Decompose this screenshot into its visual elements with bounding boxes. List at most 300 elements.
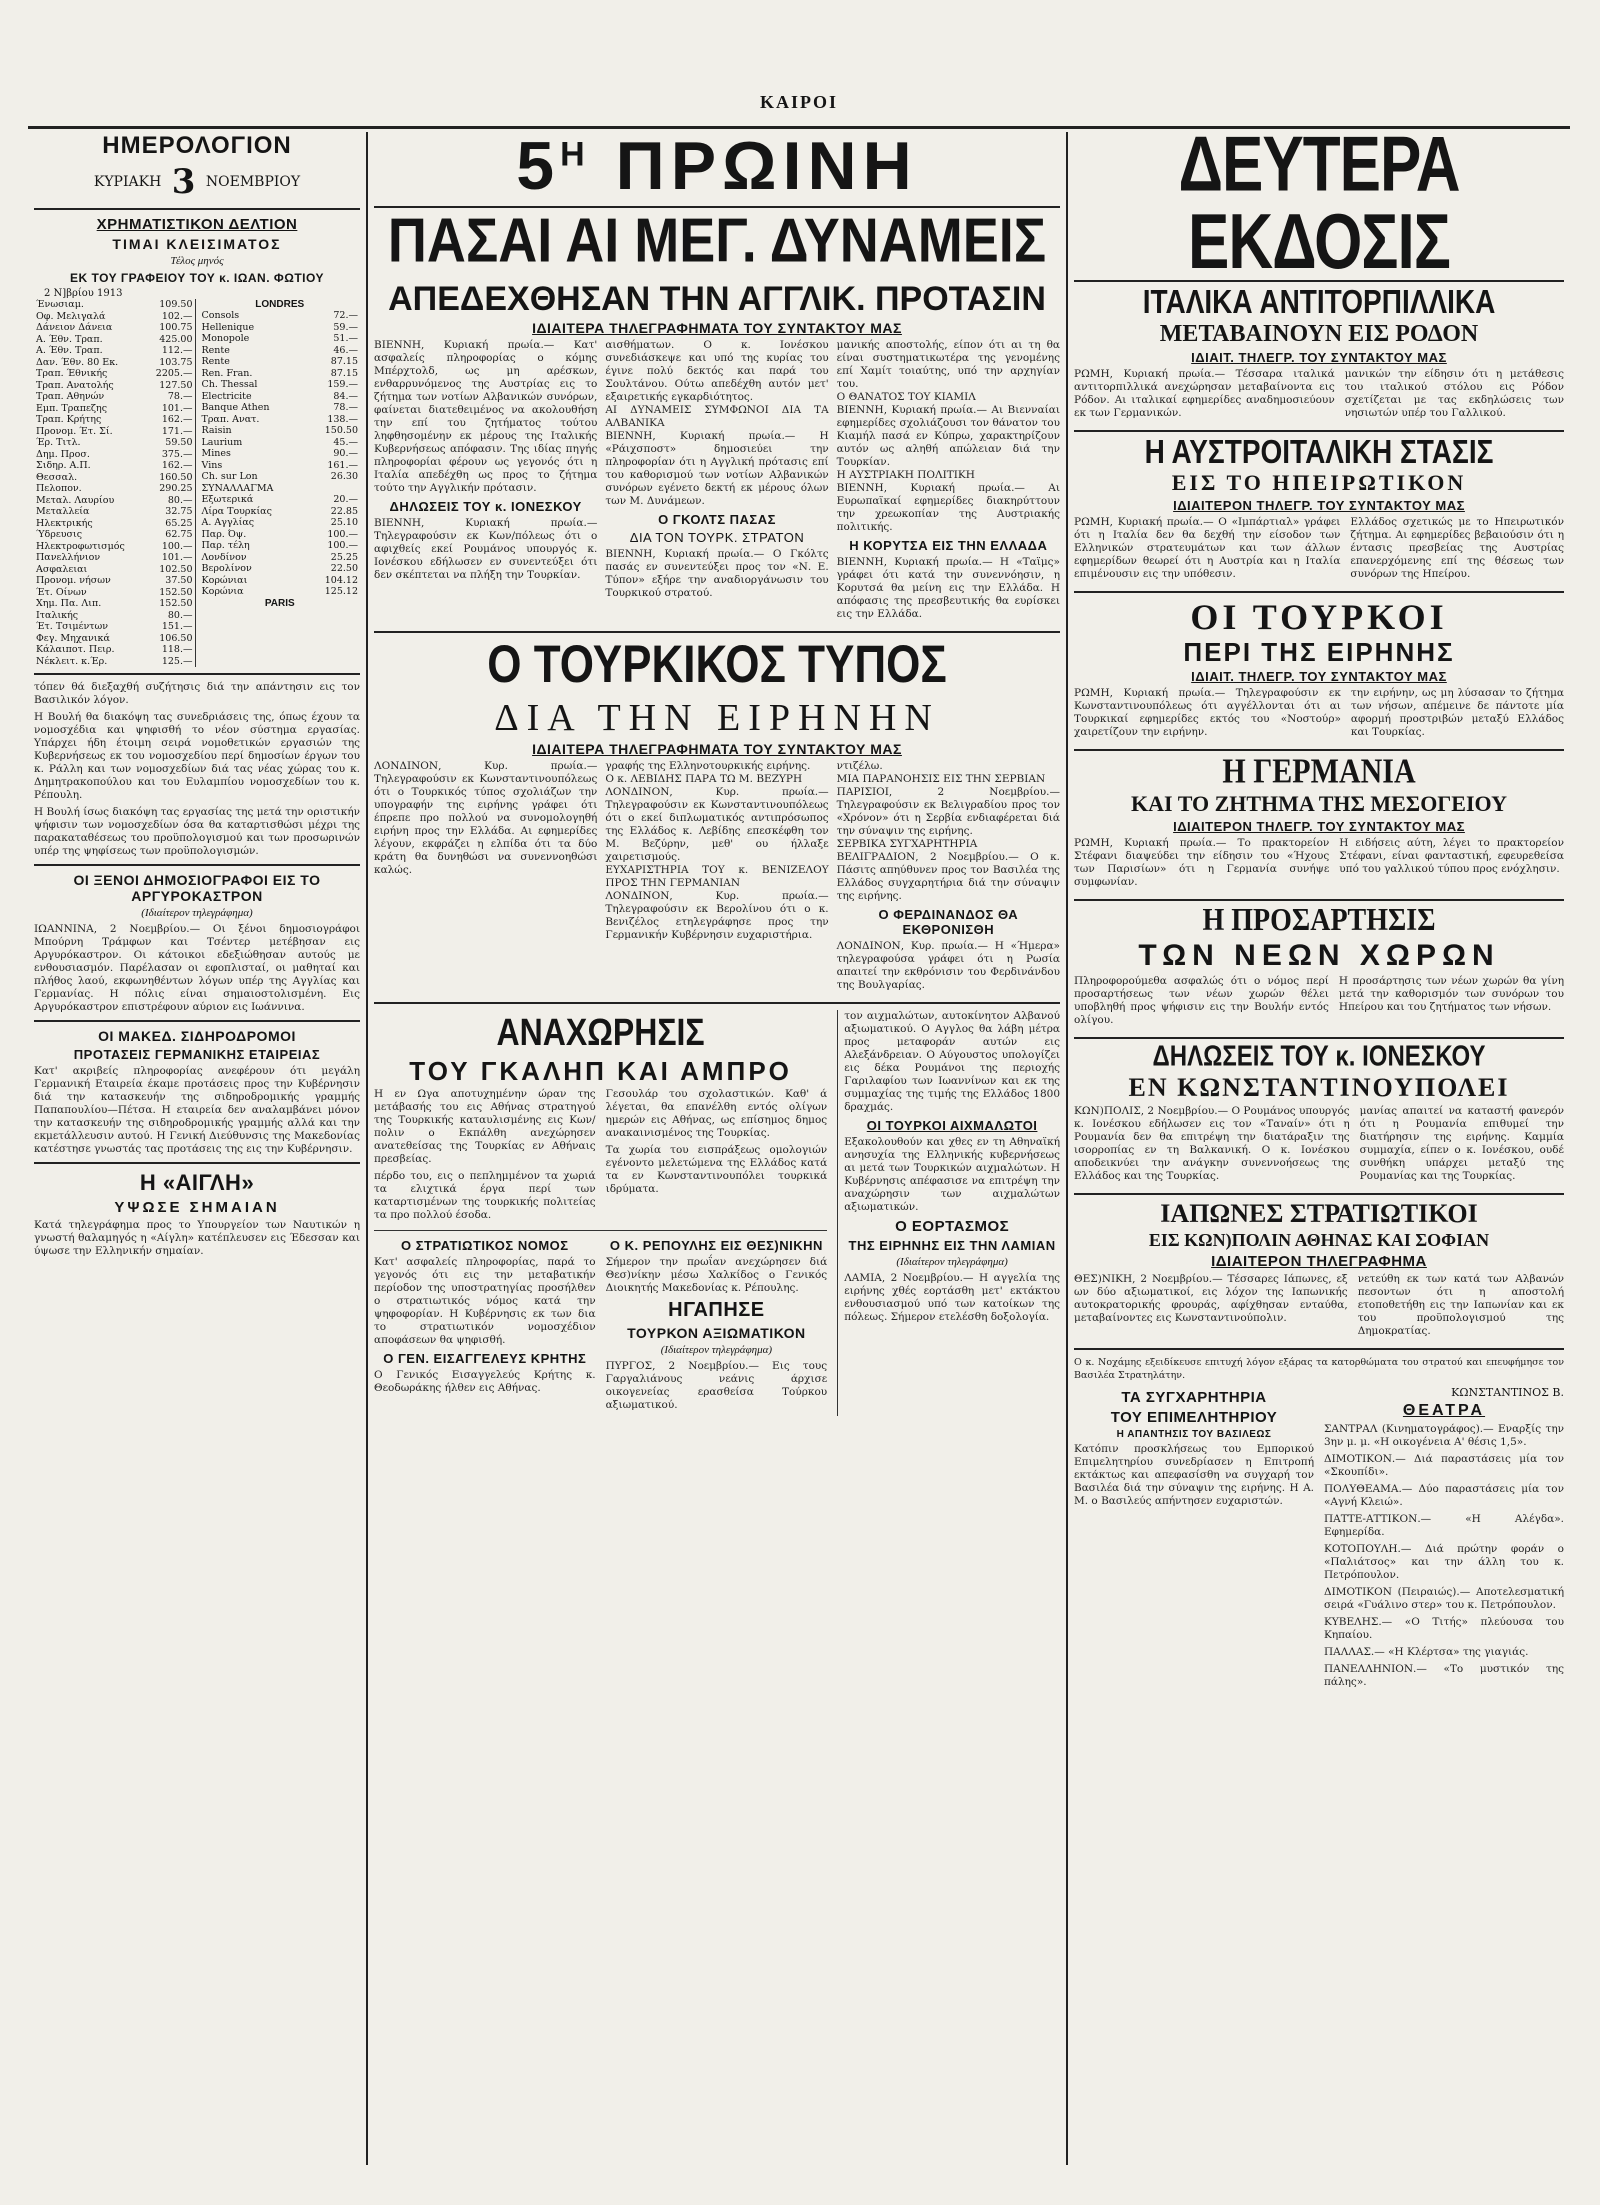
stock-name: Α. Έθν. Τραπ. [36, 333, 103, 345]
misc-text: τον αιχμαλώτων, αυτοκίνητον Αλβανού αξιωματικού. Ο Αγγλος θα λάβη μέτρα προς μεταφοράν αυτών εις Αλεξάνδρειαν. Ο Αύγουστος υπολογίζει εις δέκα Ρουμάνοι της περιοχής Γαριλαφίου των Ιωαννίνων και εκ της συμμαχίας της τιμής της Ελλάδος 1800 δραχμάς. [844, 1010, 1060, 1113]
theater-item: ΔΙΜΟΤΙΚΟΝ.— Διά παραστάσεις μία τον «Σκουπίδι». [1324, 1453, 1564, 1478]
stock-name: Έτ. Τσιμέντων [36, 621, 109, 632]
stock-row [200, 448, 361, 460]
turk-text: ΛΟΝΔΙΝΟΝ, Κυρ. πρωία.— Τηλεγραφούσιν εκ Κωνσταντινουπόλεως ότι ο Τουρκικός τύπος σχολιάζων την υπογραφήν της ειρήνης γράφει ότι έπρεπε προ πολλού να συνομολογηθή ειρήνη προς την Ελλάδα. Αι εφημερίδες λέγουν, εκφράζει η ελπίδα ότι τα δύο κράτη θα δυνηθώσι να συνεννοηθώσι καλώς. [374, 760, 598, 876]
stock-name: Rente [201, 356, 230, 367]
stock-name: Τραπ. Αθηνών [36, 391, 105, 402]
stock-name: Raisin [201, 425, 232, 436]
stock-name: Monopole [201, 333, 250, 344]
stock-value: 162.— [161, 414, 193, 425]
stock-name: Electricite [201, 390, 252, 402]
stock-row [200, 437, 361, 449]
stock-value: 100.— [327, 528, 358, 540]
epirus-text: Ελλάδος σχετικώς με το Ηπειρωτικόν ζήτημα. Αι εφημερίδες βεβαιούσιν ότι η έντασις πρεσβείας της Αυστρίας επανερχόμενης επί της θέσεως των συνόρων της Ηπείρου. [1350, 516, 1564, 580]
annex-subheadline: ΤΩΝ ΝΕΩΝ ΧΩΡΩΝ [1138, 939, 1500, 972]
stock-row [200, 414, 361, 426]
stock-value: 101.— [161, 552, 193, 563]
second-edition-banner: ΔΕΥΤΕΡΑ ΕΚΔΟΣΙΣ [1178, 132, 1460, 286]
stock-value: 62.75 [165, 529, 193, 540]
turks-peace-text: ΡΩΜΗ, Κυριακή πρωία.— Τηλεγραφούσιν εκ Κωνσταντινουπόλεως ότι αγγέλλονται ότι αι Τουρκικαί εφημερίδες εκτός του «Νοστούρ» χαιρετίζουν την ειρήνην. [1074, 687, 1341, 738]
stock-value: 159.— [327, 379, 358, 390]
germany-text: ΡΩΜΗ, Κυριακή πρωία.— Το πρακτορείον Στέφανι διαψεύδει την είδησιν του «Ήχους των Παρισίων» ότι η Γερμανία συνήψε συμφωνίαν. [1074, 837, 1330, 888]
stock-name: Δάνειον Δάνεια [36, 322, 113, 333]
departure-text: Η εν Ωγα αποτυχημένην ώραν της μετάβασής του εις Αθήνας στρατηγού της Τουρκικής καταυλισμένης εις Κων/πολιν ο Εκπάλθη ανεχώρησεν ανατεθείσας της Τουρκίας εν Αθήναις πρεσβείας. [374, 1088, 596, 1165]
theater-list [1324, 1423, 1564, 1689]
epirus-subheadline: ΕΙΣ ΤΟ ΗΠΕΙΡΩΤΙΚΟΝ [1171, 470, 1467, 495]
stock-row [34, 656, 195, 668]
stock-value: 375.— [161, 448, 193, 460]
stock-value: 125.— [161, 655, 193, 667]
stock-name: Φεγ. Μηχανικά [36, 632, 110, 644]
crete-text: Ο Γενικός Εισαγγελεύς Κρήτης κ. Θεοδωράκης ήλθεν εις Αθήνας. [374, 1369, 596, 1394]
stock-row [34, 368, 195, 380]
stock-value: 65.25 [165, 517, 193, 529]
stock-row [200, 517, 361, 529]
paris-header: PARIS [264, 597, 295, 609]
stock-value: 51.— [333, 333, 358, 344]
stock-value: 100.— [327, 540, 358, 551]
ionesko1-text: ΒΙΕΝΝΗ, Κυριακή πρωία.— Τηλεγραφούσιν εκ Κων/πόλεως ότι ο αφιχθείς εκεί Ρουμάνος υπουργός κ. Ιονέσκου εδήλωσεν εν συνεντεύξει ότι δεν σκέπτεται να πλήξη την Τουρκίαν. [374, 517, 598, 581]
stock-value: 87.15 [330, 367, 358, 379]
stock-row [34, 449, 195, 461]
stock-name: Εμπ. Τραπεζης [36, 402, 108, 414]
stock-value: 103.75 [159, 356, 193, 368]
stock-name: Θεσσαλ. [36, 471, 78, 483]
powers-text: ΒΙΕΝΝΗ, Κυριακή πρωία.— Κατ' ασφαλείς πληροφορίας ο κόμης Μπέρχτολδ, ως μη αρέσκων, ενθαρρυνόμενος της Αυστρίας εις το ζήτημα των νοτίων Αλβανικών συνόρων, φαίνεται διατεθειμένος να ακολουθήση την επί του ζητήματος τούτου ληφθησομένην εκ μέρους της Ιταλικής Κυβερνήσεως απόφασιν. Της ιδίας πηγής πληροφορίαι φέρουν ως γεγονός ότι η Ιταλία απεδέχθη ως προς το ζήτημα τούτο την Αγγλικήν πρότασιν. [374, 339, 598, 494]
theater-item: ΠΟΛΥΘΕΑΜΑ.— Δύο παραστάσεις μία τον «Αγνή Κλειώ». [1324, 1483, 1564, 1508]
turk-press-subheadline: ΔΙΑ ΤΗΝ ΕΙΡΗΝΗΝ [494, 697, 940, 739]
stock-name: Έρ. Τιτλ. [36, 437, 81, 448]
stock-row [200, 460, 361, 472]
column-right [1068, 132, 1570, 2165]
stock-value: 102.50 [159, 563, 193, 575]
stock-row [34, 575, 195, 587]
telegram-line: ΙΔΙΑΙΤΕΡΑ ΤΗΛΕΓΡΑΦΗΜΑΤΑ ΤΟΥ ΣΥΝΤΑΚΤΟΥ ΜΑΣ [532, 320, 902, 336]
telegram-line: ΙΔΙΑΙΤ. ΤΗΛΕΓΡ. ΤΟΥ ΣΥΝΤΑΚΤΟΥ ΜΑΣ [1191, 669, 1447, 684]
argyro-title: ΟΙ ΞΕΝΟΙ ΔΗΜΟΣΙΟΓΡΑΦΟΙ ΕΙΣ ΤΟ ΑΡΓΥΡΟΚΑΣΤΡΟΝ [73, 872, 321, 904]
stock-name: Παρ. τέλη [201, 540, 250, 551]
departure-text: Γεσουλάρ του σχολαστικών. Καθ' ά λέγεται, θα επανέλθη εντός ολίγων ημερών εις Αθήνας, ως επίσημος δημος ανακαινισμένος της Τουρκίας. [605, 1088, 828, 1139]
stock-name: Α. Αγγλίας [201, 517, 255, 528]
stock-row [200, 529, 361, 541]
stock-value: 150.50 [324, 425, 358, 436]
stock-name: Κάλαιποτ. Πειρ. [36, 644, 115, 655]
stock-row [34, 391, 195, 403]
stock-row [200, 471, 361, 483]
stock-value: 59.— [333, 321, 358, 333]
turks-peace-headline: ΟΙ ΤΟΥΡΚΟΙ [1190, 597, 1448, 637]
calendar-weekday: ΚΥΡΙΑΚΗ [93, 174, 162, 190]
germany-subheadline: ΚΑΙ ΤΟ ΖΗΤΗΜΑ ΤΗΣ ΜΕΣΟΓΕΙΟΥ [1131, 791, 1507, 816]
stock-name: Ασφαλειαι [36, 563, 88, 575]
military-law-text: Κατ' ασφαλείς πληροφορίας, παρά το γεγονός ότι εις την μεταβατικήν περίοδον της υποστρατηγίας προσήλθεν ο στρατιωτικός νόμος κατά την ψηφοφορίαν. Η Κυβέρνησις εκ των δια το στρατιωτικόν νομοσχέδιον αποφάσεων θα ψηφισθή. [374, 1256, 596, 1346]
loved-text: ΠΥΡΓΟΣ, 2 Νοεμβρίου.— Εις τους Γαργαλιάνους νεάνις άρχισε οικογενείας ερασθείσα Τούρκου αξιωματικού. [605, 1360, 828, 1411]
lamia-subtitle: ΤΗΣ ΕΙΡΗΝΗΣ ΕΙΣ ΤΗΝ ΛΑΜΙΑΝ [848, 1238, 1056, 1253]
stock-name: Ch. Thessal [201, 379, 258, 390]
italian-headline: ΙΤΑΛΙΚΑ ΑΝΤΙΤΟΡΠΙΛΛΙΚΑ [1142, 282, 1496, 320]
stock-row [200, 563, 361, 575]
stock-name: Ηλεκτρικής [36, 517, 93, 529]
chamber-sub2: Η ΑΠΑΝΤΗΣΙΣ ΤΟΥ ΒΑΣΙΛΕΩΣ [1116, 1429, 1272, 1440]
gkolts-text: ΒΙΕΝΝΗ, Κυριακή πρωία.— Ο Γκόλτς πασάς εν συνεντεύξει προς τον «Ν. Ε. Τύπον» εξήρε την αναδιοργάνωσιν του Τουρκικού στρατού. [605, 548, 829, 599]
turk-press-headline: Ο ΤΟΥΡΚΙΚΟΣ ΤΥΠΟΣ [487, 635, 947, 694]
aigli-title: Η «ΑΙΓΛΗ» [139, 1170, 255, 1195]
departure-headline: ΑΝΑΧΩΡΗΣΙΣ [496, 1010, 705, 1054]
stock-name: Λονδίνον [201, 551, 247, 563]
stock-value: 127.50 [159, 379, 193, 391]
stock-row [200, 356, 361, 368]
prisoners-text: Εξακολουθούν και χθες εν τη Αθηναϊκή ανησυχία της Ελληνικής κυβερνήσεως αι μετά των Τουρκικών αιχμαλώτων. Η Κυβέρνησις απέφασισε να επιτρέψη την αναχώρησιν των αιχμαλώτων αξιωματικών. [844, 1136, 1060, 1213]
stock-value: 171.— [161, 425, 193, 437]
turks-peace-subheadline: ΠΕΡΙ ΤΗΣ ΕΙΡΗΝΗΣ [1183, 637, 1455, 667]
chamber-headline: ΤΑ ΣΥΓΧΑΡΗΤΗΡΙΑ [1121, 1389, 1267, 1406]
italian-text: ΡΩΜΗ, Κυριακή πρωία.— Τέσσαρα ιταλικά αντιτορπιλλικά ανεχώρησαν μεταβαίνοντα εις Ρόδον. Αι ιταλικαί εφημερίδες αναδημοσιεύουν εκ των Γερμανικών. [1074, 368, 1335, 419]
stock-value: 290.25 [159, 483, 193, 494]
stock-value: 80.— [167, 609, 193, 621]
london-header: LONDRES [255, 299, 305, 310]
japanese-text: ΘΕΣ)ΝΙΚΗ, 2 Νοεμβρίου.— Τέσσαρες Ιάπωνες, εξ ων δύο αξιωματικοί, εις λόχον της Ιαπωνικής αυτοκρατορικής φρουράς, αφίχθησαν ενταύθα, μεταβαίνοντες εις Κωνσταντινούπολιν. [1074, 1273, 1348, 1324]
stock-name: Vins [201, 459, 223, 471]
departure-text: πέρδο του, εις ο πεπλημμένον τα χωριά τα ελιχτικά έργα περί των καταρτισμένων της τουρκικής πολιτείας τα προ πολλού έσοδα. [374, 1170, 596, 1221]
stock-row [34, 518, 195, 530]
stock-row [200, 391, 361, 403]
stock-name: Μεταλλεία [36, 506, 90, 517]
annex-text: Η προσάρτησις των νέων χωρών θα γίνη μετά την καθορισμόν των συνόρων του Ηπείρου και του ζητήματος των νήσων. [1338, 975, 1564, 1013]
stock-row [200, 425, 361, 437]
stock-name: Banque Athen [201, 402, 270, 413]
aigli-text: Κατά τηλεγράφημα προς το Υπουργείον των Ναυτικών η γνωστή θαλαμηγός η «Αίγλη» κατέπλευσεν εις Έδεσσαν και ύψωσε την Ελληνικήν σημαίαν. [34, 1219, 360, 1257]
stock-row [34, 610, 195, 622]
stock-name: Τραπ. Ανατολής [36, 379, 114, 391]
stock-value: 112.— [161, 345, 193, 356]
prisoners-title: ΟΙ ΤΟΥΡΚΟΙ ΑΙΧΜΑΛΩΤΟΙ [866, 1118, 1038, 1133]
japanese-headline: ΙΑΠΩΝΕΣ ΣΤΡΑΤΙΩΤΙΚΟΙ [1160, 1199, 1478, 1228]
stock-name: Τραπ. Ανατ. [201, 413, 260, 425]
calendar-title: ΗΜΕΡΟΛΟΓΙΟΝ [102, 132, 292, 159]
stock-value: 22.50 [330, 563, 358, 574]
ferdinand-text: ΛΟΝΔΙΝΟΝ, Κυρ. πρωία.— Η «Ήμερα» τηλεγραφούσα γράφει ότι η Ρωσία απαιτεί την εκθρόνισιν του Φερδινάνδου της Βουλγαρίας. [836, 940, 1060, 991]
stock-row [34, 299, 195, 311]
rail-subtitle: ΠΡΟΤΑΣΕΙΣ ΓΕΡΜΑΝΙΚΗΣ ΕΤΑΙΡΕΙΑΣ [73, 1047, 321, 1062]
stock-value: 22.85 [330, 505, 358, 517]
stock-value: 26.30 [330, 471, 358, 482]
stock-name: Ένωσιαμ. [36, 299, 84, 310]
stock-row [34, 483, 195, 495]
calendar-box [34, 132, 360, 202]
chamber-text: Κατόπιν προσκλήσεως του Εμπορικού Επιμελητηρίου συνεδρίασεν η Επιτροπή εκτάκτως και απεφασίσθη να συγχαρή τον Βασιλέα διά την σύναψιν της ειρήνης. Η Α. Μ. ο Βασιλεύς απήντησεν ευχαριστών. [1074, 1443, 1314, 1507]
stock-row [34, 345, 195, 357]
stock-value: 101.— [161, 402, 193, 414]
stock-value: 109.50 [159, 299, 193, 310]
stock-name: Βερολίνον [201, 563, 252, 574]
crete-title: Ο ΓΕΝ. ΕΙΣΑΓΓΕΛΕΥΣ ΚΡΗΤΗΣ [383, 1351, 587, 1366]
italian-subheadline: ΜΕΤΑΒΑΙΝΟΥΝ ΕΙΣ ΡΟΔΟΝ [1159, 321, 1479, 347]
epirus-text: ΡΩΜΗ, Κυριακή πρωία.— Ο «Ιμπάρτιαλ» γράφει ότι η Ιταλία δεν θα δεχθή την είσοδον των Ελληνικών στρατευμάτων και των άλλων εφημερίδων θεωρεί ότι η Αυστρία και η Ιταλία επιμένουσιν εις την υπόθεσιν. [1074, 516, 1341, 580]
stock-name: Παρ. Όψ. [201, 528, 247, 540]
stock-name: Δαν. Έθν. 80 Εκ. [36, 356, 119, 368]
stock-value: 102.— [161, 310, 193, 322]
edition-word: ΠΡΩΙΝΗ [615, 132, 918, 204]
turks-peace-text: την ειρήνην, ως μη λύσασαν το ζήτημα των νήσων, απέμεινε δε πάντοτε μία αφορμή προστριβών μεταξύ Ελλάδος και Τουρκίας. [1350, 687, 1564, 738]
gkolts-subtitle: ΔΙΑ ΤΟΝ ΤΟΥΡΚ. ΣΤΡΑΤΟΝ [629, 530, 805, 545]
stock-value: 90.— [333, 448, 358, 459]
repoulis-text: Σήμερον την πρωΐαν ανεχώρησεν διά Θεσ)νίκην μέσω Χαλκίδος ο Γενικός Διοικητής Μακεδονίας κ. Ρέπουλης. [605, 1256, 828, 1294]
telegram-line: ΙΔΙΑΙΤ. ΤΗΛΕΓΡ. ΤΟΥ ΣΥΝΤΑΚΤΟΥ ΜΑΣ [1191, 350, 1447, 365]
stock-row [34, 587, 195, 599]
stocks-table-left [34, 299, 195, 667]
argyro-text: ΙΩΑΝΝΙΝΑ, 2 Νοεμβρίου.— Οι ξένοι δημοσιογράφοι Μπούρνη Τράμφων και Τσέντερ μετέβησαν εις Αργυρόκαστρον. Οι κάτοικοι εδεξιώθησαν αυτούς με ενθουσιασμόν. Παρέλασαν οι εφοπλισταί, οι μαθηταί και πλήθος λαού, εκφωνηθέντων λόγων υπέρ της Αγγλίας και Γερμανίας. Η πόλις είναι σημαιοστολισμένη. Εις Αργυρόκαστρον επιστρέφουν αύριον εις Ιωάννινα. [34, 923, 360, 1013]
annex-text: Πληροφορούμεθα ασφαλώς ότι ο νόμος περί προσαρτήσεως των νέων χωρών θέλει υποβληθή προς ψήφισιν εις την Βουλήν εντός ολίγου. [1074, 975, 1329, 1026]
stock-row [200, 506, 361, 518]
stock-value: 100.75 [159, 322, 193, 333]
stock-row [34, 334, 195, 346]
column-left [28, 132, 368, 2165]
germany-text: Η ειδήσεις αύτη, λέγει το πρακτορείον Στέφανι, είναι φανταστική, εφευρεθείσα υπό του γαλλικού τύπου προς ενόχλησιν. [1339, 837, 1564, 875]
stock-row [34, 506, 195, 518]
kore-title: Η ΚΟΡΥΤΣΑ ΕΙΣ ΤΗΝ ΕΛΛΑΔΑ [849, 538, 1048, 553]
stock-name: Οφ. Μελιγαλά [36, 310, 106, 322]
stock-row [200, 575, 361, 587]
military-law-title: Ο ΣΤΡΑΤΙΩΤΙΚΟΣ ΝΟΜΟΣ [401, 1238, 569, 1253]
stock-row [34, 644, 195, 656]
stock-value: 46.— [333, 344, 358, 356]
stock-name: Εξωτερικά [201, 494, 254, 505]
stock-value: 160.50 [159, 471, 193, 483]
stock-name: Laurium [201, 436, 243, 448]
stock-value: 104.12 [324, 574, 358, 586]
edition-sup: Η [560, 135, 591, 174]
stock-name: Consols [201, 310, 240, 321]
article-text: τόπεν θά διεξαχθή συζήτησις διά την απάντησιν εις τον Βασιλικόν λόγον. [34, 681, 360, 706]
departure-text: Τα χωρία του εισπράξεως ομολογιών εγένοντο μελετώμενα της Ελλάδος κατά τα εν Κωνσταντινουπόλει τουρκικά ιδρύματα. [605, 1144, 828, 1195]
stock-name: Έτ. Οίνων [36, 586, 87, 598]
stock-row [34, 552, 195, 564]
chamber-subheadline: ΤΟΥ ΕΠΙΜΕΛΗΤΗΡΙΟΥ [1110, 1409, 1278, 1426]
stock-row [200, 310, 361, 322]
argyro-caption: (Ιδιαίτερον τηλεγράφημα) [141, 907, 253, 919]
stock-name: Mines [201, 448, 231, 459]
stock-row [34, 311, 195, 323]
stock-value: 2205.— [155, 368, 193, 379]
powers-text: μανικής αποστολής, είπον ότι αι τη θα είναι συστηματικωτέρα της γενομένης επί Χαμίτ τοιαύτης, υπό την αρχηγίαν του. Ο ΘΑΝΑΤΟΣ ΤΟΥ ΚΙΑΜΙΛ ΒΙΕΝΝΗ, Κυριακή πρωία.— Αι Βιενναίαι εφημερίδες σχολιάζουσι τον θάνατον του Κιαμήλ πασά εν Κύπρω, χαρακτηρίζουν αυτόν ως αληθή απώλειαν διά την Τουρκίαν. Η ΑΥΣΤΡΙΑΚΗ ΠΟΛΙΤΙΚΗ ΒΙΕΝΝΗ, Κυριακή πρωία.— Αι Ευρωπαϊκαί εφημερίδες διακηρύττουν την χρεωκοπίαν της Αυστριακής πολιτικής. [836, 339, 1060, 533]
stock-name: Κορώνια [201, 586, 244, 597]
italian-text: μανικών την είδησιν ότι η μετάθεσις του ιταλικού στόλου εις Ρόδον σχετίζεται με τας εκδηλώσεις των νησιωτών υπέρ του Γαλλικού. [1344, 368, 1564, 419]
stock-name: Λίρα Τουρκίας [201, 505, 272, 517]
kore-text: ΒΙΕΝΝΗ, Κυριακή πρωία.— Η «Ταϊμς» γράφει ότι κατά την συνεννόησιν, η Κορυτσά θα μείνη εις την Ελλάδα. Η απόφασις της πρεσβευτικής θα ευρίσκει εις την Ελλάδα. [836, 556, 1060, 620]
stock-name: Ren. Fran. [201, 367, 253, 379]
stock-value: 84.— [333, 390, 358, 402]
stock-value: 72.— [333, 310, 358, 321]
stocks-title: ΧΡΗΜΑΤΙΣΤΙΚΟΝ ΔΕΛΤΙΟΝ [96, 216, 298, 233]
calendar-month: ΝΟΕΜΒΡΙΟΥ [205, 174, 301, 190]
edition-number: 5 [516, 132, 561, 204]
stock-name: Προνομ. Έτ. Σί. [36, 425, 113, 437]
stock-row [34, 564, 195, 576]
gkolts-title: Ο ΓΚΟΛΤΣ ΠΑΣΑΣ [658, 512, 776, 527]
stock-value: 138.— [327, 413, 358, 425]
stock-value: 80.— [167, 494, 193, 506]
stock-value: 161.— [327, 459, 358, 471]
stock-value: 25.10 [330, 517, 358, 528]
stock-row [200, 402, 361, 414]
stock-row [200, 333, 361, 345]
stock-value: 151.— [161, 621, 193, 632]
ionesko2-text: μανίας απαιτεί να καταστή φανερόν ότι η Ρουμανία επιθυμεί την διατήρησιν της ειρήνης. Καμμία συμμαχία, είπεν ο κ. Ιονέσκου, ουδέ συνθήκη υπάρχει μεταξύ της Ρουμανίας και της Τουρκίας. [1359, 1105, 1564, 1182]
loved-caption: (Ιδιαίτερον τηλεγράφημα) [660, 1344, 773, 1356]
ferdinand-title: Ο ΦΕΡΔΙΝΑΝΔΟΣ ΘΑ ΕΚΘΡΟΝΙΣΘΗ [878, 907, 1019, 937]
stock-name: Α. Έθν. Τραπ. [36, 345, 103, 356]
konst-signature: ΚΩΝΣΤΑΝΤΙΝΟΣ Β. [1451, 1386, 1564, 1399]
turk-text: ντιζέλω. ΜΙΑ ΠΑΡΑΝΟΗΣΙΣ ΕΙΣ ΤΗΝ ΣΕΡΒΙΑΝ ΠΑΡΙΣΙΟΙ, 2 Νοεμβρίου.— Τηλεγραφούσιν εκ Βελιγραδίου προς τον «Χρόνον» ότι η Σερβία ενδιαφέρεται διά την σύναψιν της ειρήνης. ΣΕΡΒΙΚΑ ΣΥΓΧΑΡΗΤΗΡΙΑ ΒΕΛΙΓΡΑΔΙΟΝ, 2 Νοεμβρίου.— Ο κ. Πάσιτς απηύθυνεν προς τον Βασιλέα της Ελλάδος συγχαρητήρια διά την σύναψιν της ειρήνης. [836, 760, 1060, 902]
stock-value: 87.15 [330, 356, 358, 367]
stock-name: Πελοπον. [36, 483, 82, 494]
stock-name: Κορώνιαι [201, 574, 248, 586]
stock-row [34, 529, 195, 541]
theater-item: ΚΟΤΟΠΟΥΛΗ.— Διά πρώτην φοράν ο «Παλιάτσος» και την άλλη του κ. Πετρόπουλον. [1324, 1543, 1564, 1581]
stock-value: 59.50 [165, 437, 193, 448]
stock-row [34, 426, 195, 438]
stock-name: Hellenique [201, 321, 255, 333]
stock-name: Δημ. Προσ. [36, 448, 90, 460]
stock-row [34, 495, 195, 507]
stock-row [34, 380, 195, 392]
germany-headline: Η ΓΕΡΜΑΝΙΑ [1222, 752, 1416, 791]
stocks-table-right [200, 310, 361, 598]
stock-value: 100.— [161, 540, 193, 552]
article-text: Η Βουλή ίσως διακόψη τας εργασίας της μετά την οριστικήν ψήφισιν των νομοσχεδίων όσα θα καταρτισθώσι μέχρι της παρακαταθέσεως του προϋπολογισμού και των προσωρινών υπέρ της ψηφίσεως των προϋπολογισμών. [34, 806, 360, 857]
stock-value: 25.25 [330, 551, 358, 563]
turk-text: γραφής της Ελληνοτουρκικής ειρήνης. Ο κ. ΛΕΒΙΔΗΣ ΠΑΡΑ ΤΩ Μ. ΒΕΖΥΡΗ ΛΟΝΔΙΝΟΝ, Κυρ. πρωία.— Τηλεγραφούσιν εκ Κωνσταντινουπόλεως ότι ο εκεί διπλωματικός αντιπρόσωπος της Ελλάδος κ. Λεβίδης επεσκέφθη τον Μ. Βεζύρην, μεθ' ου ήλλαξε χαιρετισμούς. ΕΥΧΑΡΙΣΤΗΡΙΑ ΤΟΥ κ. ΒΕΝΙΖΕΛΟΥ ΠΡΟΣ ΤΗΝ ΓΕΡΜΑΝΙΑΝ ΛΟΝΔΙΝΟΝ, Κυρ. πρωία.— Τηλεγραφούσιν εκ Βερολίνου ότι ο κ. Βενιζέλος ετηλεγράφησε προς την Γερμανικήν Κυβέρνησιν ευχαριστήρια. [605, 760, 829, 941]
stock-value: 118.— [161, 644, 193, 655]
theater-item: ΔΙΜΟΤΙΚΟΝ (Πειραιώς).— Αποτελεσματική σειρά «Γυάλινο στερ» του κ. Πετρόπουλον. [1324, 1586, 1564, 1611]
stock-row [34, 357, 195, 369]
stock-row [200, 368, 361, 380]
epirus-headline: Η ΑΥΣΤΡΟΙΤΑΛΙΚΗ ΣΤΑΣΙΣ [1144, 432, 1494, 470]
stock-name: Rente [201, 344, 230, 356]
article-text: Η Βουλή θα διακόψη τας συνεδριάσεις της, όπως έχουν τα νομοσχέδια και ψηφισθή το νέον σύστημα εργασίας. Υπάρχει ήδη έτοιμη σειρά νομοθετικών εργασιών της Κυβερνήσεως εκ του νομοσχεδίου περί δημοσίων έργων του κ. Ράλλη και των νομοσχεδίων διά τας νέας χώρας του κ. Δημητρακοπούλου και του Ευλαμπίου νομοσχεδίων του κ. Ρέπουλη. [34, 711, 360, 801]
telegram-line: ΙΔΙΑΙΤΕΡΟΝ ΤΗΛΕΓΡ. ΤΟΥ ΣΥΝΤΑΚΤΟΥ ΜΑΣ [1173, 819, 1465, 834]
theater-item: ΚΥΒΕΛΗΣ.— «Ο Τιτής» πλεύουσα του Κηπαίου. [1324, 1616, 1564, 1641]
stock-value: 425.00 [159, 333, 193, 345]
stock-value: 45.— [333, 436, 358, 448]
stocks-office: ΕΚ ΤΟΥ ΓΡΑΦΕΙΟΥ ΤΟΥ κ. ΙΩΑΝ. ΦΩΤΙΟΥ [69, 271, 325, 285]
calendar-day: 3 [171, 162, 196, 202]
ionesko2-headline: ΔΗΛΩΣΕΙΣ ΤΟΥ κ. ΙΟΝΕΣΚΟΥ [1152, 1040, 1486, 1073]
stock-row [34, 403, 195, 415]
stock-value: 106.50 [159, 632, 193, 644]
ionesko2-text: ΚΩΝ)ΠΟΛΙΣ, 2 Νοεμβρίου.— Ο Ρουμάνος υπουργός κ. Ιονέσκου εδήλωσεν εις τον «Ταναίν» ότι η Ρουμανία δεν θα επιτρέψη την διατάραξιν της ισορροπίας εν τη Βαλκανική. Ο κ. Ιονέσκου αποδεικνύει την ανάγκην συνεννοήσεως της Ελλάδος και της Τουρκίας. [1074, 1105, 1350, 1182]
stock-row [34, 541, 195, 553]
japanese-text: νετεύθη εκ των κατά των Αλβανών πεσοντων ότι η αποστολή ετοποθετήθη εις την Ιαπωνίαν και εκ του προϋπολογισμού της Δημοκρατίας. [1357, 1273, 1564, 1337]
stock-name: Τραπ. Έθνικής [36, 368, 108, 379]
stock-name: Ch. sur Lon [201, 471, 258, 482]
stock-row [200, 552, 361, 564]
stock-row [34, 472, 195, 484]
powers-text: αισθήματων. Ο κ. Ιονέσκου συνεδιάσκεψε και υπό της κυρίας του έγινε πολύ δεκτός και παρά του Σουλτάνου. Ούτω απεδέχθη αυτόν μετ' εξαιρετικής εγκαρδιότητος. ΑΙ ΔΥΝΑΜΕΙΣ ΣΥΜΦΩΝΟΙ ΔΙΑ ΤΑ ΑΛΒΑΝΙΚΑ ΒΙΕΝΝΗ, Κυριακή πρωία.— Η «Ράιχσποστ» δημοσιεύει την πληροφορίαν ότι η Αγγλική πρότασις επί του καθορισμού των νοτίων Αλβανικών συνόρων εγένετο δεκτή εκ μέρους όλων των Μ. Δυνάμεων. [605, 339, 829, 507]
konst-note: Ο κ. Νοχάμης εξειδίκευσε επιτυχή λόγον εξάρας τα κατορθώματα του στρατού και επευφήμησε τον Βασιλέα Στρατηλάτην. [1074, 1357, 1564, 1381]
masthead-rule [28, 92, 1570, 129]
stock-row [200, 494, 361, 506]
stock-value: 152.50 [159, 598, 193, 609]
repoulis-title: Ο Κ. ΡΕΠΟΥΛΗΣ ΕΙΣ ΘΕΣ)ΝΙΚΗΝ [609, 1238, 823, 1253]
stock-row [34, 322, 195, 334]
loved-subtitle: ΤΟΥΡΚΟΝ ΑΞΙΩΜΑΤΙΚΟΝ [627, 1325, 806, 1341]
rail-text: Κατ' ακριβείς πληροφορίας ανεφέρουν ότι μεγάλη Γερμανική Εταιρεία έκαμε προτάσεις προς την Κυβέρνησιν διά την κατασκευήν της σιδηροδρομικής γραμμής Παπαπουλίου—Πέτσα. Η εταιρεία δεν αναλαμβάνει μόνον την κατασκευήν της σιδηροδρομικής γραμμής αλλά και την εκμετάλλευσιν αυτού. Η Γενική Διεύθυνσις της Μακεδονίας κατέστησε γνωστάς τας προτάσεις της εις την Κυβέρνησιν. [34, 1065, 360, 1155]
stock-row [34, 621, 195, 633]
stock-value: 152.50 [159, 586, 193, 598]
stock-row [200, 345, 361, 357]
stock-row [200, 379, 361, 391]
stock-value: 20.— [333, 494, 358, 505]
stock-row [34, 598, 195, 610]
stocks-period: Τέλος μηνός [170, 255, 224, 267]
stock-row [34, 460, 195, 472]
theater-item: ΣΑΝΤΡΑΛ (Κινηματογράφος).— Εναρξίς την 3ην μ. μ. «Η οικογένεια Α' θέσις 1,5». [1324, 1423, 1564, 1448]
stock-name: ΣΥΝΑΛΛΑΓΜΑ [201, 482, 274, 494]
stock-value: 78.— [167, 391, 193, 402]
stock-row [34, 437, 195, 449]
main-subheadline: ΑΠΕΔΕΧΘΗΣΑΝ ΤΗΝ ΑΓΓΛΙΚ. ΠΡΟΤΑΣΙΝ [388, 280, 1046, 318]
stock-value: 32.75 [165, 506, 193, 517]
stock-row [34, 414, 195, 426]
stock-name: Ύδρευσις [36, 529, 83, 540]
stock-name: Ιταλικής [36, 609, 79, 621]
stock-name: Νέκλειτ. κ.Έρ. [36, 655, 108, 667]
stock-name: Προνομ. νήσων [36, 575, 111, 586]
lamia-title: Ο ΕΟΡΤΑΣΜΟΣ [895, 1218, 1010, 1235]
main-headline: ΠΑΣΑΙ ΑΙ ΜΕΓ. ΔΥΝΑΜΕΙΣ [387, 206, 1047, 276]
lamia-text: ΛΑΜΙΑ, 2 Νοεμβρίου.— Η αγγελία της ειρήνης χθές εορτάσθη μετ' εκτάκτου ενθουσιασμού υπό των κατοίκων της πόλεως. Σήμερον ετελέσθη δοξολογία. [844, 1272, 1060, 1323]
annex-headline: Η ΠΡΟΣΑΡΤΗΣΙΣ [1202, 902, 1436, 939]
lamia-caption: (Ιδιαίτερον τηλεγράφημα) [896, 1256, 1008, 1268]
paper-name: ΚΑΙΡΟΙ [759, 92, 839, 112]
stock-row [200, 586, 361, 598]
rail-title: ΟΙ ΜΑΚΕΔ. ΣΙΔΗΡΟΔΡΟΜΟΙ [98, 1028, 296, 1044]
stock-name: Ηλεκτροφωτισμός [36, 540, 125, 552]
stocks-date: 2 Ν]βρίου 1913 [44, 288, 123, 299]
stock-row [200, 483, 361, 495]
japanese-subheadline: ΕΙΣ ΚΩΝ)ΠΟΛΙΝ ΑΘΗΝΑΣ ΚΑΙ ΣΟΦΙΑΝ [1148, 1230, 1490, 1250]
stocks-subtitle: ΤΙΜΑΙ ΚΛΕΙΣΙΜΑΤΟΣ [112, 236, 282, 252]
stock-value: 162.— [161, 460, 193, 471]
departure-subheadline: ΤΟΥ ΓΚΑΛΗΠ ΚΑΙ ΑΜΠΡΟ [409, 1056, 792, 1086]
stock-name: Σιδηρ. Α.Π. [36, 460, 91, 471]
ionesko1-title: ΔΗΛΩΣΕΙΣ ΤΟΥ κ. ΙΟΝΕΣΚΟΥ [389, 499, 582, 514]
theaters-title: ΘΕΑΤΡΑ [1402, 1402, 1486, 1419]
aigli-subtitle: ΥΨΩΣΕ ΣΗΜΑΙΑΝ [114, 1199, 280, 1216]
telegram-line: ΙΔΙΑΙΤΕΡΟΝ ΤΗΛΕΓΡΑΦΗΜΑ [1211, 1253, 1427, 1270]
stock-name: Τραπ. Κρήτης [36, 414, 102, 425]
stock-name: Πανελλήνιον [36, 552, 101, 563]
ionesko2-subheadline: ΕΝ ΚΩΝΣΤΑΝΤΙΝΟΥΠΟΛΕΙ [1128, 1073, 1510, 1102]
stock-value [307, 483, 360, 495]
theater-item: ΠΑΝΕΛΛΗΝΙΟΝ.— «Το μυστικόν της πάλης». [1324, 1663, 1564, 1688]
calendar-date [34, 162, 360, 202]
stock-row [200, 322, 361, 334]
edition-banner [374, 132, 1060, 204]
telegram-line: ΙΔΙΑΙΤΕΡΑ ΤΗΛΕΓΡΑΦΗΜΑΤΑ ΤΟΥ ΣΥΝΤΑΚΤΟΥ ΜΑΣ [532, 741, 902, 757]
stock-name: Χημ. Πα. Λιπ. [36, 598, 102, 609]
loved-title: ΗΓΑΠΗΣΕ [668, 1299, 765, 1321]
stock-name: Μεταλ. Λαυρίου [36, 494, 115, 506]
stock-value: 125.12 [324, 586, 358, 597]
stock-row [34, 633, 195, 645]
stock-row [200, 540, 361, 552]
telegram-line: ΙΔΙΑΙΤΕΡΟΝ ΤΗΛΕΓΡ. ΤΟΥ ΣΥΝΤΑΚΤΟΥ ΜΑΣ [1173, 498, 1465, 513]
stock-value: 37.50 [165, 575, 193, 586]
theater-item: ΠΑΛΛΑΣ.— «Η Κλέρτσα» της γιαγιάς. [1324, 1646, 1529, 1658]
column-main [368, 132, 1068, 2165]
